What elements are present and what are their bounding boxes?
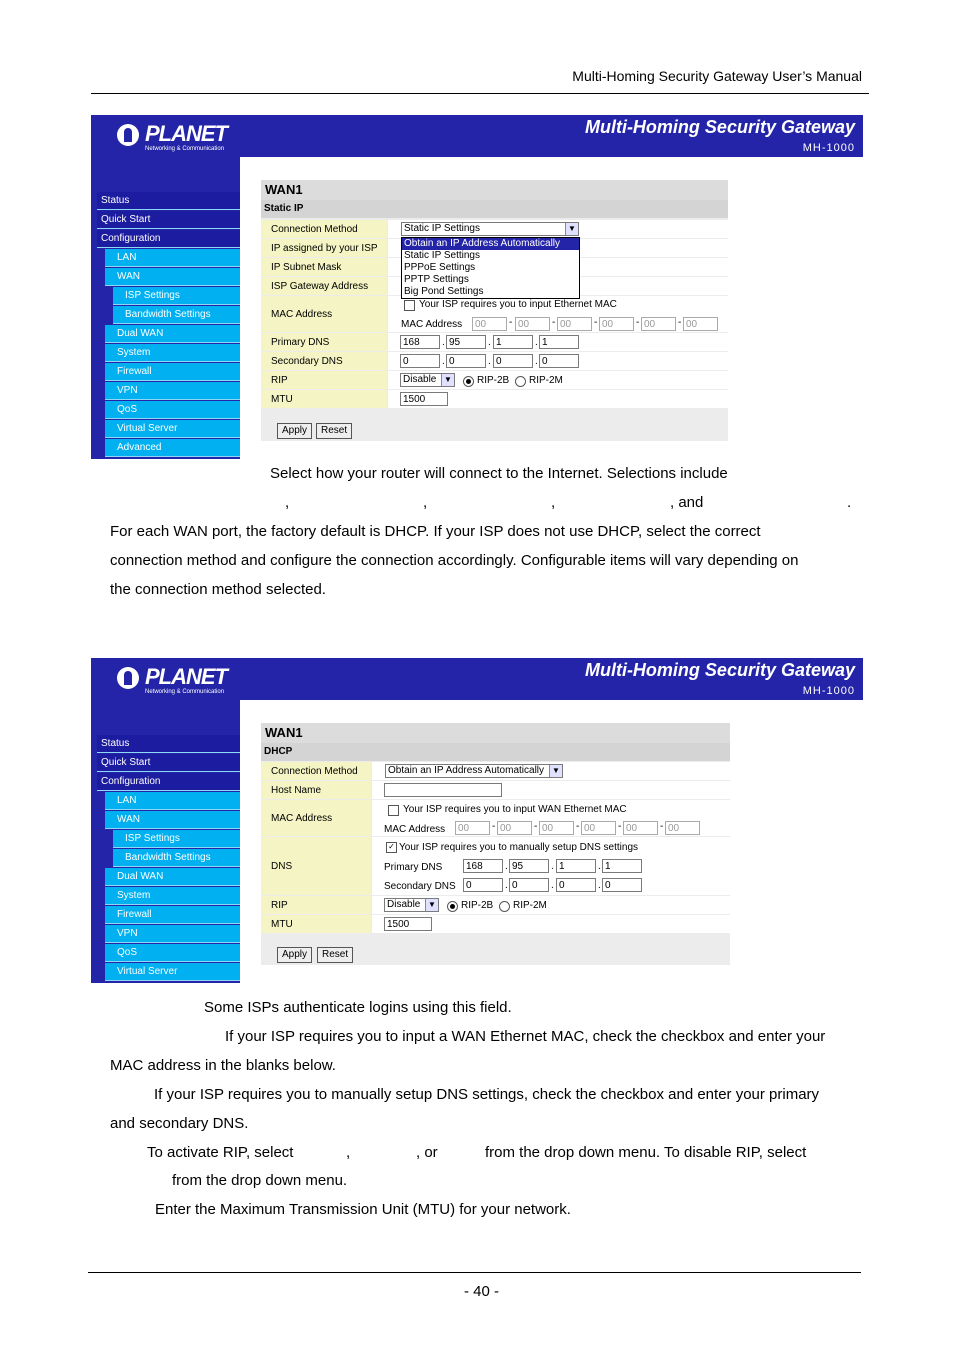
mac-field-4[interactable]: 00 [581,821,616,835]
menu-quick-start[interactable]: Quick Start [97,211,240,229]
label-gateway: ISP Gateway Address [261,277,387,295]
product-title: Multi-Homing Security Gateway [584,660,855,680]
mac-checkbox[interactable] [404,300,415,311]
option-static-ip[interactable]: Static IP Settings [404,250,480,261]
menu-status[interactable]: Status [97,192,240,210]
sidebar [91,700,240,983]
reset-button[interactable]: Reset [317,947,353,963]
label-rip: RIP [261,896,371,914]
menu-lan[interactable]: LAN [105,792,240,810]
p1-and: , and [670,494,704,511]
menu-isp-settings[interactable]: ISP Settings [113,287,240,305]
option-pptp[interactable]: PPTP Settings [404,274,469,285]
label-ip-assigned: IP assigned by your ISP [261,239,387,257]
screenshot-dhcp [91,658,863,983]
menu-system[interactable]: System [105,344,240,362]
chevron-down-icon: ▼ [441,374,454,386]
secondary-dns-4[interactable]: 0 [539,354,579,368]
chevron-down-icon: ▼ [565,223,578,235]
menu-configuration[interactable]: Configuration [97,230,240,248]
option-pppoe[interactable]: PPPoE Settings [404,262,476,273]
label-host-name: Host Name [261,781,371,799]
label-rip: RIP [261,371,387,389]
label-connection-method: Connection Method [261,762,371,780]
primary-dns-4[interactable]: 1 [539,335,579,349]
connection-method-select[interactable]: Static IP Settings ▼ [401,222,579,236]
mac-field-5[interactable]: 00 [623,821,658,835]
page-number: - 40 - [464,1283,500,1300]
primary-dns-1[interactable]: 168 [463,859,503,873]
primary-dns-label: Primary DNS [384,862,443,873]
menu-lan[interactable]: LAN [105,249,240,267]
menu-quick-start[interactable]: Quick Start [97,754,240,772]
rip-desc-line2: from the drop down menu. [172,1172,348,1189]
secondary-dns-4[interactable]: 0 [602,878,642,892]
mac-field-6[interactable]: 00 [683,317,718,331]
mac-desc-line1: If your ISP requires you to input a WAN Ethernet MAC, check the checkbox and enter your [225,1028,826,1045]
rip-desc-comma: , [346,1144,351,1161]
menu-system[interactable]: System [105,887,240,905]
model-name: MH-1000 [802,685,855,697]
section-title: DHCP [261,743,730,761]
p1-line4: connection method and configure the connection accordingly. Configurable items will vary depending on [110,552,799,569]
mac-field-2[interactable]: 00 [497,821,532,835]
secondary-dns-3[interactable]: 0 [556,878,596,892]
dns-checkbox[interactable]: ✓ [386,842,397,853]
rip2b-label: RIP-2B [461,900,494,911]
connection-method-dropdown[interactable] [401,237,580,299]
mac-field-3[interactable]: 00 [539,821,574,835]
reset-button[interactable]: Reset [316,423,352,439]
label-mac-address: MAC Address [261,296,387,332]
mac-checkbox-label: Your ISP requires you to input Ethernet MAC [419,299,617,310]
menu-dual-wan[interactable]: Dual WAN [105,868,240,886]
mac-field-3[interactable]: 00 [557,317,592,331]
menu-firewall[interactable]: Firewall [105,363,240,381]
mac-label: MAC Address [401,319,463,330]
p1-line5: the connection method selected. [110,581,326,598]
p1-comma3: , [551,494,556,511]
panel-title: WAN1 [261,723,730,743]
chevron-down-icon: ▼ [425,899,438,911]
mac-checkbox-label: Your ISP requires you to input WAN Ethernet MAC [403,804,627,815]
menu-vpn[interactable]: VPN [105,925,240,943]
primary-dns-2[interactable]: 95 [446,335,486,349]
menu-isp-settings[interactable]: ISP Settings [113,830,240,848]
menu-configuration[interactable]: Configuration [97,773,240,791]
rip2m-radio[interactable] [515,376,526,387]
secondary-dns-1[interactable]: 0 [400,354,440,368]
rip-select[interactable]: Disable ▼ [384,898,439,912]
header-rule [91,93,869,94]
primary-dns-4[interactable]: 1 [602,859,642,873]
menu-qos[interactable]: QoS [105,401,240,419]
banner: PLANET Networking & Communication Multi-Homing Security Gateway MH-1000 [91,658,863,700]
menu-virtual-server[interactable]: Virtual Server [105,963,240,981]
menu-wan[interactable]: WAN [105,811,240,829]
rip-desc-part2: from the drop down menu. To disable RIP, select [485,1144,807,1161]
p1-comma1: , [285,494,290,511]
footer-rule [88,1272,861,1273]
screenshot-static-ip [91,115,863,459]
secondary-dns-2[interactable]: 0 [446,354,486,368]
menu-firewall[interactable]: Firewall [105,906,240,924]
menu-qos[interactable]: QoS [105,944,240,962]
mtu-input[interactable]: 1500 [400,392,448,406]
label-dns: DNS [261,837,371,895]
rip2m-label: RIP-2M [513,900,547,911]
dns-desc-line1: If your ISP requires you to manually setup DNS settings, check the checkbox and enter your primary [154,1086,820,1103]
rip2b-radio[interactable] [463,376,474,387]
mac-field-1[interactable]: 00 [455,821,490,835]
p1-comma2: , [423,494,428,511]
wan1-panel: WAN1 DHCP Connection Method Obtain an IP Address Automatically ▼ Host Name MAC Address Your ISP requires you to input WAN Ethernet MAC MAC Address 00 - 00 - 00 - 00 - 00 - 00 DNS ✓ Your ISP requires you to manually setup DNS settings Primary DNS 168 . 95 . 1 . 1 Secondary DNS 0 . 0 . 0 . 0 RIP Disable ▼ RIP-2B RIP-2M MTU 1500 Apply Reset [261,723,730,965]
mac-field-4[interactable]: 00 [599,317,634,331]
mtu-input[interactable]: 1500 [384,917,432,931]
primary-dns-3[interactable]: 1 [493,335,533,349]
mac-field-5[interactable]: 00 [641,317,676,331]
apply-button[interactable]: Apply [277,423,312,439]
menu-status[interactable]: Status [97,735,240,753]
manual-header-title: Multi-Homing Security Gateway User’s Manual [572,68,862,84]
menu-bandwidth-settings[interactable]: Bandwidth Settings [113,849,240,867]
option-big-pond[interactable]: Big Pond Settings [404,286,484,297]
label-primary-dns: Primary DNS [261,333,387,351]
secondary-dns-3[interactable]: 0 [493,354,533,368]
label-subnet-mask: IP Subnet Mask [261,258,387,276]
mac-field-2[interactable]: 00 [515,317,550,331]
secondary-dns-2[interactable]: 0 [509,878,549,892]
product-title: Multi-Homing Security Gateway [584,117,855,137]
menu-dual-wan[interactable]: Dual WAN [105,325,240,343]
secondary-dns-label: Secondary DNS [384,881,456,892]
label-mtu: MTU [261,915,371,933]
primary-dns-2[interactable]: 95 [509,859,549,873]
host-name-desc: Some ISPs authenticate logins using this field. [204,999,512,1016]
p1-line3: For each WAN port, the factory default is DHCP. If your ISP does not use DHCP, select the correct [110,523,761,540]
mac-field-6[interactable]: 00 [665,821,700,835]
p1-line1: Select how your router will connect to the Internet. Selections include [270,465,728,482]
mac-desc-line2: MAC address in the blanks below. [110,1057,336,1074]
model-name: MH-1000 [802,142,855,154]
mac-checkbox[interactable] [388,805,399,816]
label-secondary-dns: Secondary DNS [261,352,387,370]
rip2m-label: RIP-2M [529,375,563,386]
host-name-input[interactable] [384,783,502,797]
menu-vpn[interactable]: VPN [105,382,240,400]
rip2b-label: RIP-2B [477,375,510,386]
option-dhcp[interactable]: Obtain an IP Address Automatically [402,238,579,250]
chevron-down-icon: ▼ [549,765,562,777]
mac-field-1[interactable]: 00 [472,317,507,331]
label-mac-address: MAC Address [261,800,371,836]
primary-dns-3[interactable]: 1 [556,859,596,873]
rip-desc-part1: To activate RIP, select [147,1144,294,1161]
dns-desc-line2: and secondary DNS. [110,1115,249,1132]
mac-label: MAC Address [384,824,446,835]
rip2m-radio[interactable] [499,901,510,912]
menu-advanced[interactable]: Advanced [105,439,240,457]
rip-desc-or: , or [416,1144,438,1161]
rip-select[interactable]: Disable ▼ [400,373,455,387]
dns-checkbox-label: Your ISP requires you to manually setup DNS settings [399,842,639,853]
mtu-desc: Enter the Maximum Transmission Unit (MTU) for your network. [155,1201,571,1218]
p1-end: . [847,494,852,511]
apply-button[interactable]: Apply [277,947,312,963]
section-title: Static IP [261,200,728,218]
wan1-panel: WAN1 Static IP Connection Method Static IP Settings ▼ IP assigned by your ISP IP Subnet Mask ISP Gateway Address MAC Address Your ISP requires you to input Ethernet MAC MAC Address 00 - 00 - 00 - 00 - 00 - 00 Primary DNS 168 . 95 . 1 . 1 Secondary DNS 0 . 0 . 0 . 0 RIP Disable ▼ RIP-2B RIP-2M MTU 1500 Apply Reset Obtain an IP Address Automatically Static IP Settings PPPoE Settings PPTP Settings Big Pond Settings [261,180,728,441]
banner: PLANET Networking & Communication Multi-Homing Security Gateway MH-1000 [91,115,863,157]
rip2b-radio[interactable] [447,901,458,912]
label-connection-method: Connection Method [261,220,387,238]
menu-wan[interactable]: WAN [105,268,240,286]
primary-dns-1[interactable]: 168 [400,335,440,349]
connection-method-select[interactable]: Obtain an IP Address Automatically ▼ [385,764,563,778]
secondary-dns-1[interactable]: 0 [463,878,503,892]
menu-bandwidth-settings[interactable]: Bandwidth Settings [113,306,240,324]
label-mtu: MTU [261,390,387,408]
sidebar [91,157,240,459]
panel-title: WAN1 [261,180,728,200]
menu-virtual-server[interactable]: Virtual Server [105,420,240,438]
